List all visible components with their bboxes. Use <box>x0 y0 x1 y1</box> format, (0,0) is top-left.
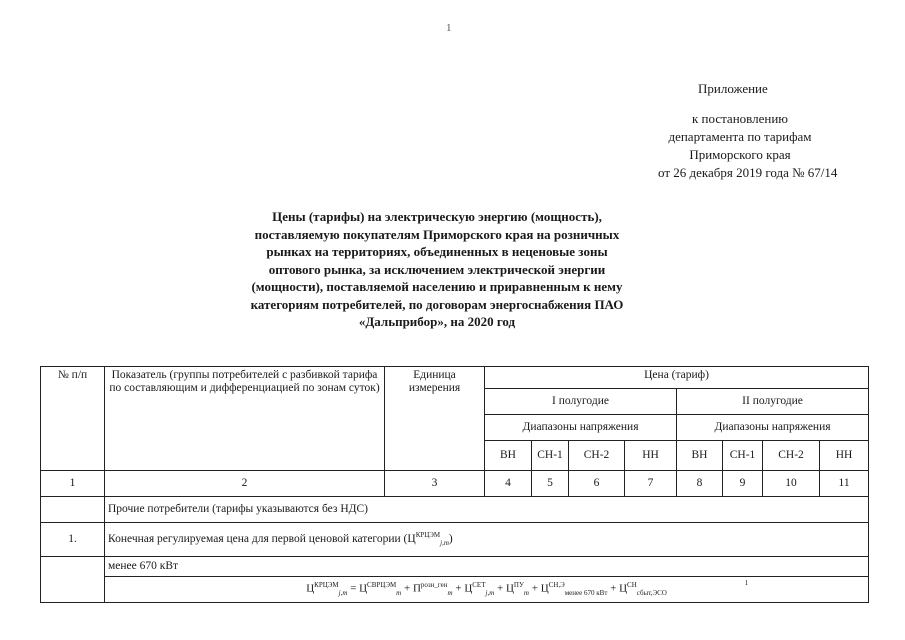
voltage-sn1: СН-1 <box>723 441 763 471</box>
header-voltage-ranges-1: Диапазоны напряжения <box>485 415 677 441</box>
header-price: Цена (тариф) <box>485 367 869 389</box>
appendix-line: к постановлению <box>691 111 789 126</box>
appendix-line: Приморского края <box>689 147 791 162</box>
empty-cell <box>41 497 105 523</box>
row-final-price-end: ) <box>448 532 453 545</box>
row-final-price <box>105 523 869 557</box>
column-number: 11 <box>820 471 869 497</box>
voltage-nn: НН <box>820 441 869 471</box>
voltage-sn1: СН-1 <box>532 441 569 471</box>
column-number: 3 <box>385 471 485 497</box>
row-less-670: менее 670 кВт <box>105 557 869 577</box>
voltage-sn2: СН-2 <box>569 441 625 471</box>
voltage-nn: НН <box>625 441 677 471</box>
voltage-sn2: СН-2 <box>763 441 820 471</box>
appendix-title: Приложение <box>698 81 768 96</box>
header-voltage-ranges-2: Диапазоны напряжения <box>677 415 869 441</box>
header-half-1: I полугодие <box>485 389 677 415</box>
column-number: 6 <box>569 471 625 497</box>
row-final-price-sup: КРЦЭМ <box>415 530 441 539</box>
empty-cell <box>41 557 105 603</box>
column-number: 1 <box>41 471 105 497</box>
price-formula: $Ц^{КРЦЭМ}_{j,m} = Ц^{СВРЦЭМ}_m + П^{розн\_ген}_m + Ц^{СЕТ}_{j,m} + Ц^{ПУ}_m + Ц^{СН,Э}_{менее 670 кВт} + Ц^{СН}_{сбыт,ЭСО}$ 1 <box>105 577 869 603</box>
page-number: 1 <box>446 22 452 34</box>
row-other-consumers: Прочие потребители (тарифы указываются без НДС) <box>105 497 869 523</box>
header-unit: Единица измерения <box>385 367 485 471</box>
header-half-2: II полугодие <box>677 389 869 415</box>
column-number: 5 <box>532 471 569 497</box>
appendix-header <box>600 80 880 182</box>
row-number: 1. <box>41 523 105 557</box>
voltage-vn: ВН <box>677 441 723 471</box>
row-final-price-sub: j,m <box>440 539 449 548</box>
header-no: № п/п <box>41 367 105 471</box>
column-number: 2 <box>105 471 385 497</box>
header-indicator: Показатель (группы потребителей с разбивкой тарифа по составляющим и дифференциацией по зонам суток) <box>105 367 385 471</box>
appendix-date: от 26 декабря 2019 года № 67/14 <box>658 165 838 180</box>
column-number: 9 <box>723 471 763 497</box>
document-title: Цены (тарифы) на электрическую энергию (мощность), поставляемую покупателям Приморского края на розничных рынках на территориях, объединенных в неценовые зоны оптового рынка, за исключением электрической энергии (мощности), поставляемой населению и приравненным к нему категориям потребителей, по договорам энергоснабжения ПАО «Дальприбор», на 2020 год <box>250 209 624 329</box>
voltage-vn: ВН <box>485 441 532 471</box>
formula-footnote: 1 <box>744 579 749 587</box>
appendix-line: департамента по тарифам <box>668 129 812 144</box>
column-number: 4 <box>485 471 532 497</box>
column-number: 7 <box>625 471 677 497</box>
column-number: 8 <box>677 471 723 497</box>
column-number: 10 <box>763 471 820 497</box>
tariff-table <box>40 366 869 603</box>
row-final-price-text: Конечная регулируемая цена для первой ценовой категории (Ц <box>108 532 416 545</box>
